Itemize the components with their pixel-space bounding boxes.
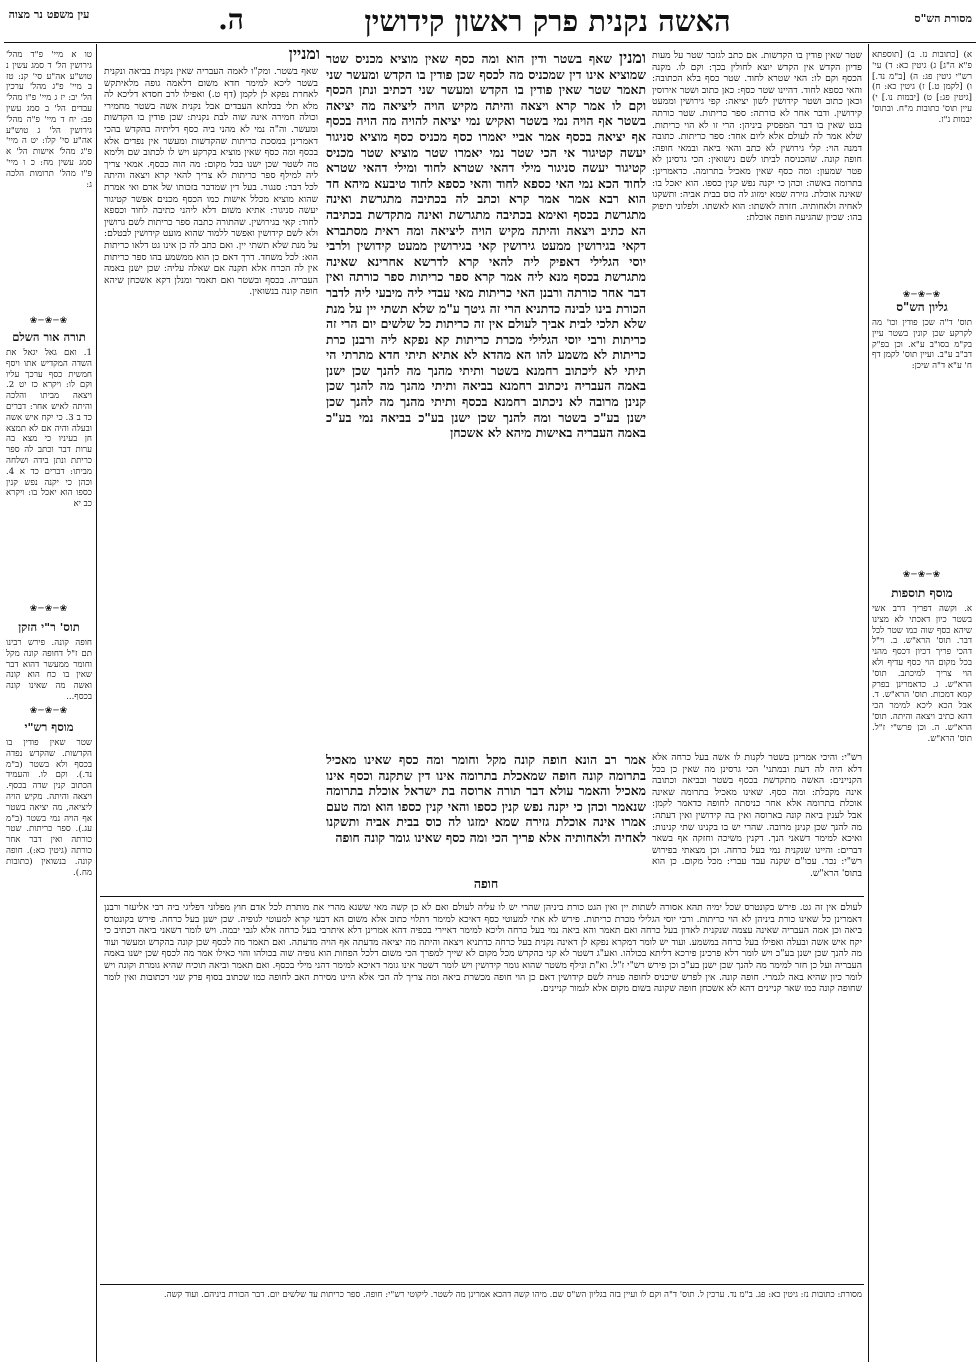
gilyon-block: תוס' ד"ה שכן פודין וכו' מה לקרקע שכן קונין בשטר עיין בק"מ בסו"ב ע"א. וכן בפ"ק דב"ב ע"ב. ועיין תוס' לקמן דף ח' ע"א ד"ה שיכן:	[872, 318, 972, 372]
footer-divider	[100, 1284, 864, 1285]
gilyon-title: גליון הש"ס	[896, 300, 948, 314]
gemara-main-text	[326, 50, 646, 750]
musaf-rashi-title: מוסף רש"י	[24, 720, 74, 734]
ornament-divider: ❀─❀─❀	[29, 316, 69, 326]
musaf-rashi-block: שטר שאין פודין בו הקדשות. שהקדש נפדה בכסף ולא בשטר (ב"מ נד.). וקם לו. והעמיד הכתוב קנין שדה בכסף. ויצאה והיתה. מקיש הויה ליציאה, מה יציאה בשטר אף הויה נמי בשטר (ב"מ עג.). ספר כריתות. שטר כורתה ואין דבר אחר כורתה (גיטין כא:). חופה קונה. בנשואין (כתובות מח.).	[6, 738, 92, 878]
masoret-hashas-block: א) [כתובות נז. ב) [תוספתא פ"א ה"ג] ג) גיטין כא: ד) עי' רש"י גיטין פג: ה) [ב"מ נד.] ו) [לקמן ט.] ז) גיטין כא: ח) [גיטין פג:] ט) [יבמות נו.] י) עיין תוס' כתובות מ"ח. ובתוס' יבמות נ"ז.	[872, 50, 972, 125]
tosafot-rid-title: תוס' ר"י הזקן	[18, 620, 80, 634]
footer-notes: מסורת: כתובות נז: גיטין כא: פג. ב"מ נד. ערכין ל. תוס' ד"ה וקם לו ועיין בזה בגליון הש"ס שם. מיהו קשה דהכא אמרינן מה לשטר. ליקוטי רש"י: חופה. ספר כריתות עד שלשים יום. דבר הכורת ביניהם. ועוד קשה.	[163, 1290, 862, 1300]
torah-or-title: תורה אור השלם	[12, 330, 86, 344]
musaf-tosafot-title: מוסף תוספות	[891, 586, 953, 600]
rashi-continuation: רש"י: והיכי אמרינן בשטר לקנות לו אשה בעל כרחה אלא דלא היה לה דעת ובמתני' הכי גרסינן מה שאין כן בכל הקניינים: האשה מתקדשת בכסף בשטר ובביאה וכתובה אינה מקבלת: ומה כסף. שאינו מאכיל בתרומה שאינה אוכלת בתרומה אלא אחר כניסתה לחופה כדאמר לקמן: אבל לענין ביאה קונה בארוסה ואין בה קידושין ואין דעתה: מה להנך שכן קנינן מרובה. שהרי יש בו בקנינו שתי קנינות: ואיכא למימר דשאני הנך. דקנין משיכה וחזקה אף בשאר דברים: והיינו שנקנית נמי בעל כרחה. וכן מצאתי בפירוש רש"י: נכר. עכו"ם שקנה עבד עברי: מכל מקום. כן הוא בתוס' הרא"ש.	[652, 752, 862, 879]
mid-divider	[100, 896, 864, 897]
gemara-continuation: אמר רב הונא חופה קונה מקל וחומר ומה כסף שאינו מאכיל בתרומה קונה חופה שמאכלת בתרומה אינו דין שתקנה וכסף אינו מאכיל והאמר עולא דבר תורה ארוסה בת ישראל אוכלת בתרומה שנאמר וכהן כי יקנה נפש קנין כספו והאי קנין כספו הוא ומה טעם אמרו אינה אוכלת גזירה שמא ימזגו לה כוס בבית אביה ותשקנו לאחיה ולאחותיה אלא פריך הכי ומה כסף שאינו גומר קונה חופה	[326, 752, 646, 845]
torah-or-block: 1. ואם גאל יגאל את השדה המקדיש אתו ויסף חמשית כסף ערכך עליו וקם לו: ויקרא כז יט 2. ויצאה מביתו והלכה והיתה לאיש אחר: דברים כד ב 3. כי יקח איש אשה ובעלה והיה אם לא תמצא חן בעיניו כי מצא בה ערות דבר וכתב לה ספר כריתת ונתן בידה ושלחה מביתו: דברים כד א 4. וכהן כי יקנה נפש קנין כספו הוא יאכל בו: ויקרא כב יא	[6, 348, 92, 510]
gemara-last-word: חופה	[473, 876, 499, 891]
ornament-divider: ❀─❀─❀	[902, 290, 942, 300]
bottom-tosafot: לעולם אין זה גט. פירש בקונטרס שכל ימיה תהא אסורה לשתות יין ואין הגט כורת ביניהן שהרי יש לו עליה לעולם ואם לא כן קשה מאי ששנא מהרי את מותרת לכל אדם חוץ מפלוני דפליגי ביה רבי אליעזר ורבנן דאמרינן כל שאינו כורת ביניהן לא הוי כריתות. ורבי יוסי הגלילי מכרת כריתות. פירש לא אתי למעוטי כסף דאיכא למימר דתלוי כתוב אלא משום הא דבעי קרא למעוטי לגופיה. שכן ישנן בעל כרחה. פירש בקונטרס ביאה וכן אמה העבריה שאינה עצמה שנקנית לאדון בעל כרחה ואם תאמר והא ביאה נמי בעל כרחה וליכא למימר דאיירי בכפיה דהא אמרינן דלא איתרבי בעל כרחה אלא לגבי יבמה. ויש לומר דשאני ביאה דכתיב כי יקח איש אשה ובעלה ואפילו בעל כרחה במשמע. ועוד יש לומר דמקרא נפקא לן דאינה נקנית בעל כרחה כדתניא ויצאה והיתה מה יציאה מדעתה אף הויה מדעתה. ואם תאמר מה לכסף שכן קונה בהקדש ומעשר ועוד מה להנך שכן ישנן בע"כ ויש לומר דלא פרכינן פירכא דליתא בכולהו. ואע"ג דשטר לא קני בהקדש מכל מקום לא שייך למפרך הכי משום דלכל הפחות הוא גופיה שוה בכולהו והוי כאילו אמר מה לכסף שכן ישנו באמה העבריה ועל כן חזר למימר מה להנך שכן ישנן בע"כ וכן פירש רש"י ז"ל. וא"ת ונילף משטר שהוא גומר קידושין ויש לומר דשטר אינו גומר דאיכא למימר דהני מילי בכסף. ואם תאמר וביאה תוכיח שהיא גומרת וקונה ויש לומר כיון שהיא באה לגמרי. חופה קונה. אין לפרש שיכניס לחופה פנויה לשם קידושין דאם כן הוי חופה מכשרת ביאה ומה צריך לה הכי אלא היינו מסירת האב לחופה כמו שכתוב בסוף פרק שני דכתובות ואין לומר שחופה קונה כמו שאר קניינים דהא לא אשכחן חופה שקונה בשום מקום אלא לגמור קניינים.	[104, 902, 862, 995]
page-title: האשה נקנית פרק ראשון קידושין	[364, 4, 731, 38]
tosafot-rid-block: חופה קונה. פירש רבינו תם ז"ל דחופה קונה מקל וחומר ממעשר דהוא דבר שאין בו כח הוא קונה ואשה מה שאינו קונה בכסף...	[6, 638, 92, 700]
ornament-divider: ❀─❀─❀	[902, 570, 942, 580]
tosafot-header-word: ומניין	[288, 44, 320, 63]
header-left-label: עין משפט נר מצוה	[8, 8, 90, 21]
gemara-intro-word: ומנין	[618, 50, 646, 67]
tosafot-commentary: שאף בשטר. ומק"ו לאמה העבריה שאין נקנית בביאה ונקנית בשטר ליכא למימר חדא משום דלאמה גופה מלאיתקש לאחרת נפקא לן לקמן (דף ט.) ואפילו לרב חסדא דליכא לה מלא תלי בכלתא העבדים אבל נקנית אשה בשטר מחמירי וכולה חמירה אינה שוה לבת נקנית: שכן פודין בו הקדשות ומעשר. וה"ה נמי לא מהני ביה כסף דליתיה בהקדש בהכי דאמרינן במסכת כריתות שהקדשות ומעשר אין נפדים אלא בכסף ומה כסף שאין מוציא בקרקע ויש לו לכתוב שם ולימא מה לשטר שכן ישנו בכל מקום: מה הוה ככסף. אמאי צריך ליה למילף ספר כריתות לא צריך להאי קרא ויצאה והיתה לכל דבר: סנגור. בעל דין שמדבר בזכותו של אדם ואי אמרת שהוא מוציא מכלל אישות כמו הכסף מכנים אפשר קטיגור יעשה סניגור: אתיא משום דלא ליהני כתיבה לחוד וכספא לחוד: קאי בגירושין. שהתורה כתבה ספר כריתות לשם גרושין ולא לשם קידושין ואפשר ללמוד שהוא מועט קידושין לבטלם: על מנת שלא תשתי יין. ואם כתב לה כן אינו גט דלאו כריתות הוא: לכל משחד. דרך דאם כן הוא ממשמע בהו ספר כריתות אין לה הכרח אלא תקנה אם שאלה עליה: שכן ישנן באמה העבריה. בכסף ובשטר ואם תאמר ומנלן דקא אשכחן שיהא חופה קונה בנשואין.	[104, 66, 318, 298]
left-sidebar-separator	[96, 44, 97, 1362]
rashi-commentary: שטר שאין פודין בו הקדשות. אם כתב לגזבר שטר על מעות פדיון הקדש אין הקדש יוצא לחולין בכך: וקם לו. מקנה הכסף וקם לו: האי שטרא לחוד. שטר כסף בלא הכתובה: והאי כספא לחוד. דהיינו שטר כסף: כאן כתוב ושטר אירוסין וכאן כתוב ושטר קידושין לשון יציאה: קפי גירושין וממעט קידושין. ודבר אחר לא כורתה: ספר כריתות. שטר כורתה בגט שאין בו דבר המפסיק ביניהן: הרי זו לא הוי כריתות. שלא אמר לה לעולם אלא ליום אחד: ספר כריתות. כתובה דמנה הוי: קלי גירושין לא כתב והאי ביאה ובמאי חופה: חופה קונה. שהכניסה לביתו לשם נישואין: הכי גרסינן לא פטר שמעון: ומה כסף שאין מאכיל בתרומה. כדאמרינן: בתרומה באשה: וכהן כי יקנה נפש קנין כספו. הוא יאכל בו: שאינה אוכלת. גזירה שמא ימזוג לה כוס בבית אביה: ותשקנו לאחיה ולאחותיה. חזרה לאשתו: הוא לאשתו. ולפלוני תיפוק בהו: שכיון שהגיעה חופה אוכלת:	[652, 50, 862, 224]
folio-number: ה.	[218, 3, 244, 36]
ornament-divider: ❀─❀─❀	[29, 706, 69, 716]
ein-mishpat-block: טו א מיי' פ"ד מהל' גירושין הל' ד סמג עשין נ טוש"ע אה"ע סי' קנ: טז ב מיי' פ"ג מהל' ערכין הל' יב: יז ג מיי' פ"ו מהל' עבדים הל' ב סמג עשין פב: יח ד מיי' פ"ה מהל' גירושין הל' ג טוש"ע אה"ע סי' קלו: יט ה מיי' פ"ג מהל' אישות הל' א סמג עשין מח: כ ו מיי' פ"ו מהל' תרומות הלכה ג:	[6, 50, 92, 190]
musaf-tosafot-block: א. וקשה דפריך דרב אשי בשטר כיון דאכתי לא מצינו שיהא כסף שוה כמו שטר לכל דבר. תוס' הרא"ש. ב. וי"ל דהכי פריך דכיון דכסף מהני בכל מקום הוי כסף עדיף ולא הוי צריך למיכתב. תוס' הרא"ש. ג. כדאמרינן בפרק קמא דמכות. תוס' הרא"ש. ד. אבל הכא ליכא למימר הכי דהא כתיב ויצאה והיתה. תוס' הרא"ש. ה. וכן פרש"י ז"ל. תוס' הרא"ש.	[872, 604, 972, 744]
header-divider	[4, 42, 976, 43]
right-sidebar-separator	[868, 44, 869, 1362]
gemara-body: שאף בשטר ודין הוא ומה כסף שאין מוציא מכניס שטר שמוציא אינו דין שמכניס מה לכסף שכן פודין בו הקדש ומעשר שני תאמר שטר שאין פודין בו הקדש ומעשר שני דכתיב ונתן הכסף וקם לו אמר קרא ויצאה והיתה מקיש הויה ליציאה מה יציאה בשטר אף הויה נמי בשטר ואקיש נמי יציאה להויה מה הויה בכסף אף יציאה בכסף אמר אביי יאמרו כסף מכניס כסף מוציא סניגור יעשה קטיגור אי הכי שטר נמי יאמרו שטר מוציא שטר מכניס קטיגור יעשה סניגור מילי דהאי שטרא לחוד ומילי דהאי שטרא לחוד הכא נמי האי כספא לחוד והאי כספא לחוד טיבעא מיהא חד הוא רבא אמר אמר קרא וכתב לה בכתיבה מתגרשת ואינה מתגרשת בכסף ואימא בכתיבה מתגרשת ואינה מתקדשת בכתיבה הא כתיב ויצאה והיתה מקיש הויה ליציאה ומה ראית מסתברא דקאי בגירושין ממעט גירושין קאי בגירושין ממעט קידושין ולרבי יוסי הגלילי דאפיק ליה להאי קרא לדרשא אחרינא שאינה מתגרשת בכסף מנא ליה אמר קרא ספר כריתות ספר כורתה ואין דבר אחר כורתה ורבנן האי כריתות מאי עבדי ליה מיבעי ליה לדבר הכורת בינו לבינה כדתניא הרי זה גיטך ע"מ שלא תשתי יין על מנת שלא תלכי לבית אביך לעולם אין זה כריתות כל שלשים יום הרי זה כריתות ורבי יוסי הגלילי מכרת כריתות קא נפקא ליה ורבנן כרת כריתות לא משמע להו הא מהדא לא אתיא תיתי חדא מתרתי הי תיתי לא ליכתוב רחמנא בשטר ותיתי מהנך מה להנך שכן ישנן באמה העבריה ניכתוב רחמנא בביאה ותיתי מהנך מה להנך שכן קנינן מרובה לא ניכתוב רחמנא בכסף ותיתי מהנך מה להנך שכן ישנן בע"כ בשטר ומה להנך שכן ישנן בע"כ בביאה נמי בע"כ באמה העבריה באישות מיהא לא אשכחן	[326, 51, 646, 441]
header-right-label: מסורת הש"ס	[914, 12, 972, 25]
ornament-divider: ❀─❀─❀	[29, 604, 69, 614]
